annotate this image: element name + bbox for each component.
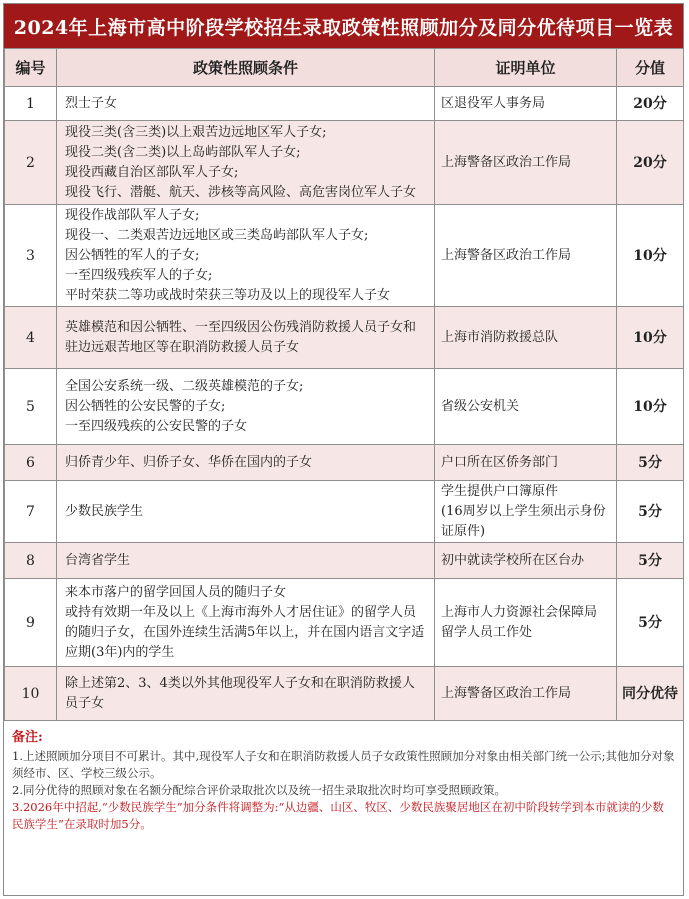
unit-line: 上海警备区政治工作局 [441, 154, 572, 170]
condition-line: 烈士子女 [65, 95, 118, 111]
row-certifying-unit [435, 205, 617, 307]
table-row [5, 87, 684, 121]
unit-line: 户口所在区侨务部门 [441, 454, 559, 470]
table-header-row [5, 49, 684, 87]
condition-line: 现役二类(含二类)以上岛屿部队军人子女; [65, 144, 301, 160]
note-item: 3.2026年中招起,“少数民族学生”加分条件将调整为:“从边疆、山区、牧区、少数民族聚居地区在初中阶段转学到本市就读的少数民族学生”在录取时加5分。 [12, 800, 664, 831]
table-row [5, 121, 684, 205]
row-conditions [57, 579, 435, 667]
unit-line: (16周岁以上学生须出示身份证原件) [441, 503, 606, 539]
row-certifying-unit [435, 87, 617, 121]
row-certifying-unit [435, 445, 617, 481]
row-number: 3 [5, 205, 57, 307]
unit-line: 省级公安机关 [441, 398, 520, 414]
row-score: 5分 [617, 579, 684, 667]
unit-line: 上海警备区政治工作局 [441, 685, 572, 701]
row-score: 5分 [617, 543, 684, 579]
row-number: 1 [5, 87, 57, 121]
row-number: 5 [5, 369, 57, 445]
row-conditions [57, 307, 435, 369]
condition-line: 台湾省学生 [65, 552, 131, 568]
row-number: 9 [5, 579, 57, 667]
condition-line: 全国公安系统一级、二级英雄模范的子女; [65, 378, 304, 394]
table-row [5, 481, 684, 543]
row-conditions [57, 369, 435, 445]
row-certifying-unit [435, 121, 617, 205]
table-row [5, 667, 684, 721]
row-score: 同分优待 [617, 667, 684, 721]
unit-line: 上海警备区政治工作局 [441, 247, 572, 263]
row-conditions [57, 205, 435, 307]
row-conditions [57, 481, 435, 543]
condition-line: 现役三类(含三类)以上艰苦边远地区军人子女; [65, 124, 327, 140]
row-number: 10 [5, 667, 57, 721]
condition-line: 归侨青少年、归侨子女、华侨在国内的子女 [65, 454, 313, 470]
row-conditions [57, 543, 435, 579]
condition-line: 现役西藏自治区部队军人子女; [65, 164, 239, 180]
row-number: 2 [5, 121, 57, 205]
condition-line: 一至四级残疾军人的子女; [65, 267, 213, 283]
header-conditions: 政策性照顾条件 [57, 49, 435, 87]
row-score: 10分 [617, 307, 684, 369]
row-conditions [57, 121, 435, 205]
table-row [5, 205, 684, 307]
condition-line: 英雄模范和因公牺牲、一至四级因公伤残消防救援人员子女和驻边远艰苦地区等在职消防救援人员子女 [65, 319, 417, 355]
notes-title: 备注: [12, 730, 43, 745]
condition-line: 除上述第2、3、4类以外其他现役军人子女和在职消防救援人员子女 [65, 675, 415, 711]
header-score: 分值 [617, 49, 684, 87]
condition-line: 平时荣获二等功或战时荣获三等功及以上的现役军人子女 [65, 287, 391, 303]
condition-line: 因公牺牲的军人的子女; [65, 247, 200, 263]
row-conditions [57, 667, 435, 721]
condition-line: 或持有效期一年及以上《上海市海外人才居住证》的留学人员的随归子女，在国外连续生活满5年以上，并在国内语言文字适应期(3年)内的学生 [65, 604, 425, 660]
row-certifying-unit [435, 543, 617, 579]
unit-line: 区退役军人事务局 [441, 95, 546, 111]
row-score: 10分 [617, 205, 684, 307]
row-certifying-unit [435, 667, 617, 721]
unit-line: 初中就读学校所在区台办 [441, 552, 585, 568]
row-score: 5分 [617, 445, 684, 481]
unit-line: 上海市人力资源社会保障局 [441, 604, 598, 620]
row-conditions [57, 445, 435, 481]
unit-line: 留学人员工作处 [441, 624, 533, 640]
unit-line: 学生提供户口簿原件 [441, 483, 559, 499]
row-certifying-unit [435, 579, 617, 667]
header-unit: 证明单位 [435, 49, 617, 87]
row-score: 10分 [617, 369, 684, 445]
condition-line: 少数民族学生 [65, 503, 144, 519]
unit-line: 上海市消防救援总队 [441, 329, 559, 345]
row-score: 20分 [617, 87, 684, 121]
row-number: 6 [5, 445, 57, 481]
table-row [5, 369, 684, 445]
row-number: 8 [5, 543, 57, 579]
header-number: 编号 [5, 49, 57, 87]
row-conditions [57, 87, 435, 121]
row-score: 5分 [617, 481, 684, 543]
table-row [5, 543, 684, 579]
row-number: 4 [5, 307, 57, 369]
condition-line: 现役一、二类艰苦边远地区或三类岛屿部队军人子女; [65, 227, 369, 243]
policy-table [4, 48, 684, 721]
note-item: 1.上述照顾加分项目不可累计。其中,现役军人子女和在职消防救援人员子女政策性照顾加分对象由相关部门统一公示;其他加分对象须经市、区、学校三级公示。 [12, 749, 675, 780]
notes-section [4, 721, 683, 833]
page-title: 2024年上海市高中阶段学校招生录取政策性照顾加分及同分优待项目一览表 [4, 4, 683, 48]
note-item: 2.同分优待的照顾对象在名额分配综合评价录取批次以及统一招生录取批次时均可享受照顾政策。 [12, 783, 506, 797]
condition-line: 现役飞行、潜艇、航天、涉核等高风险、高危害岗位军人子女 [65, 184, 417, 200]
row-certifying-unit [435, 307, 617, 369]
document-frame [3, 3, 684, 896]
condition-line: 来本市落户的留学回国人员的随归子女 [65, 584, 287, 600]
row-certifying-unit [435, 481, 617, 543]
table-row [5, 307, 684, 369]
table-row [5, 579, 684, 667]
row-score: 20分 [617, 121, 684, 205]
condition-line: 一至四级残疾的公安民警的子女 [65, 418, 248, 434]
row-certifying-unit [435, 369, 617, 445]
condition-line: 现役作战部队军人子女; [65, 207, 200, 223]
row-number: 7 [5, 481, 57, 543]
table-row [5, 445, 684, 481]
condition-line: 因公牺牲的公安民警的子女; [65, 398, 226, 414]
